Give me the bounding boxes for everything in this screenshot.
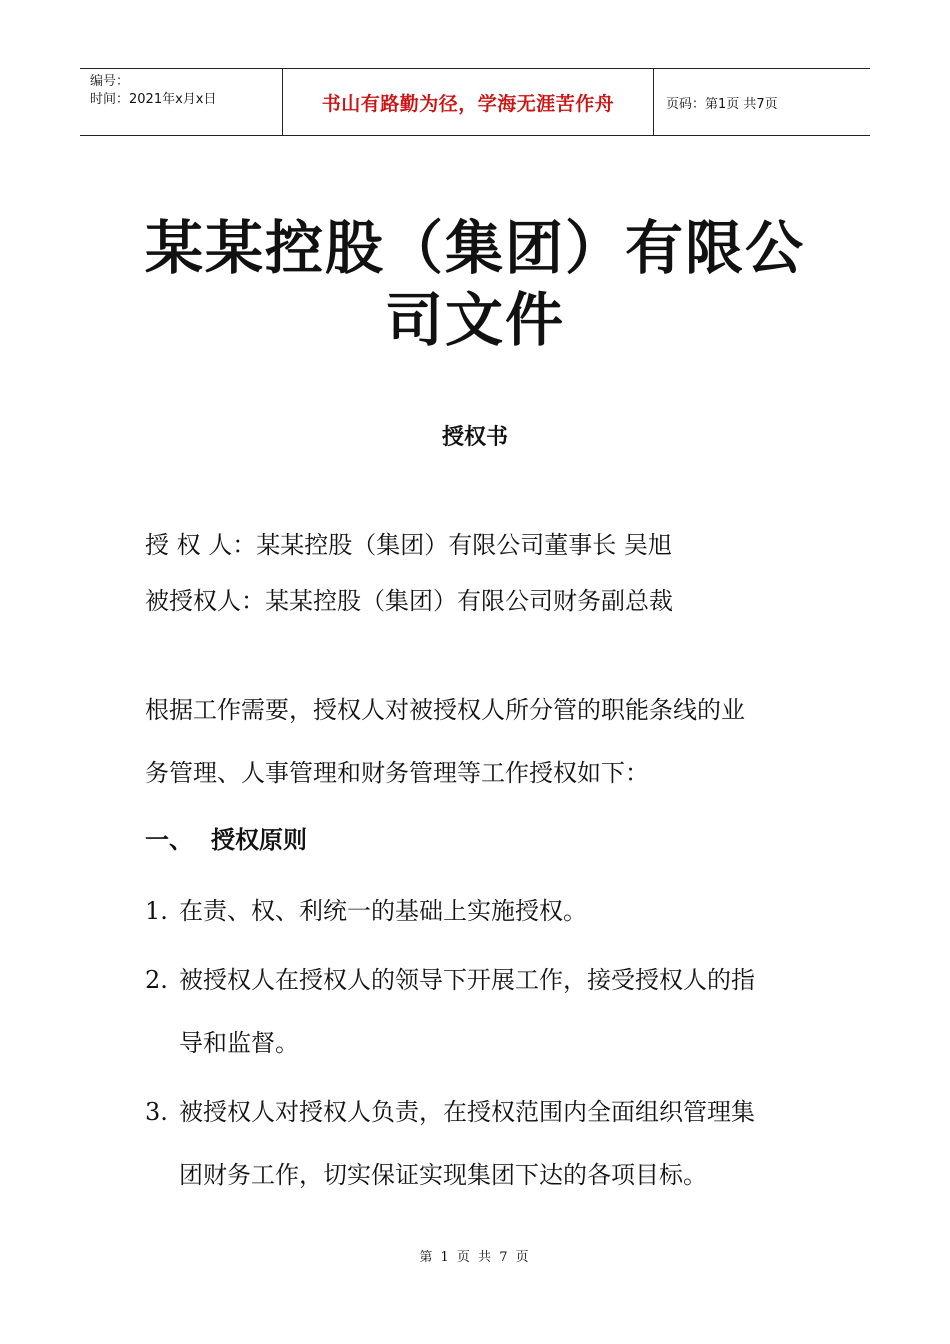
section-heading — [145, 820, 307, 855]
section-title: 授权原则 — [211, 826, 307, 854]
document-header — [80, 68, 870, 136]
intro-line-2: 务管理、人事管理和财务管理等工作授权如下： — [145, 759, 649, 787]
header-meta — [80, 69, 282, 135]
document-subtitle: 授权书 — [441, 425, 508, 450]
document-title — [140, 212, 810, 356]
list-item — [145, 960, 755, 995]
list-item — [145, 1092, 755, 1127]
header-motto: 书山有路勤为径，学海无涯苦作舟 — [282, 69, 654, 135]
document-time: 时间：2021年x月x日 — [90, 92, 217, 107]
list-item-number: 2. — [145, 966, 168, 994]
list-item-text: 被授权人在授权人的领导下开展工作，接受授权人的指 — [179, 966, 755, 994]
document-number-label: 编号： — [90, 74, 130, 89]
header-page-info: 页码：第1页 共7页 — [666, 96, 778, 112]
list-item-text: 被授权人对授权人负责，在授权范围内全面组织管理集 — [179, 1098, 755, 1126]
section-number: 一、 — [145, 826, 193, 854]
list-item-number: 1. — [145, 897, 168, 925]
document-title-line-1: 某某控股（集团）有限公 — [144, 214, 805, 282]
list-item — [145, 891, 587, 926]
document-title-line-2: 司文件 — [384, 286, 565, 354]
list-item-continuation: 团财务工作，切实保证实现集团下达的各项目标。 — [179, 1161, 707, 1189]
list-item-text: 在责、权、利统一的基础上实施授权。 — [179, 897, 587, 925]
grantor-line: 授 权 人：某某控股（集团）有限公司董事长 吴旭 — [145, 531, 672, 559]
list-item-number: 3. — [145, 1098, 168, 1126]
intro-line-1: 根据工作需要，授权人对被授权人所分管的职能条线的业 — [145, 696, 745, 724]
grantee-line: 被授权人：某某控股（集团）有限公司财务副总裁 — [145, 587, 673, 615]
list-item-continuation: 导和监督。 — [179, 1029, 299, 1057]
page-footer: 第 1 页 共 7 页 — [419, 1250, 531, 1265]
